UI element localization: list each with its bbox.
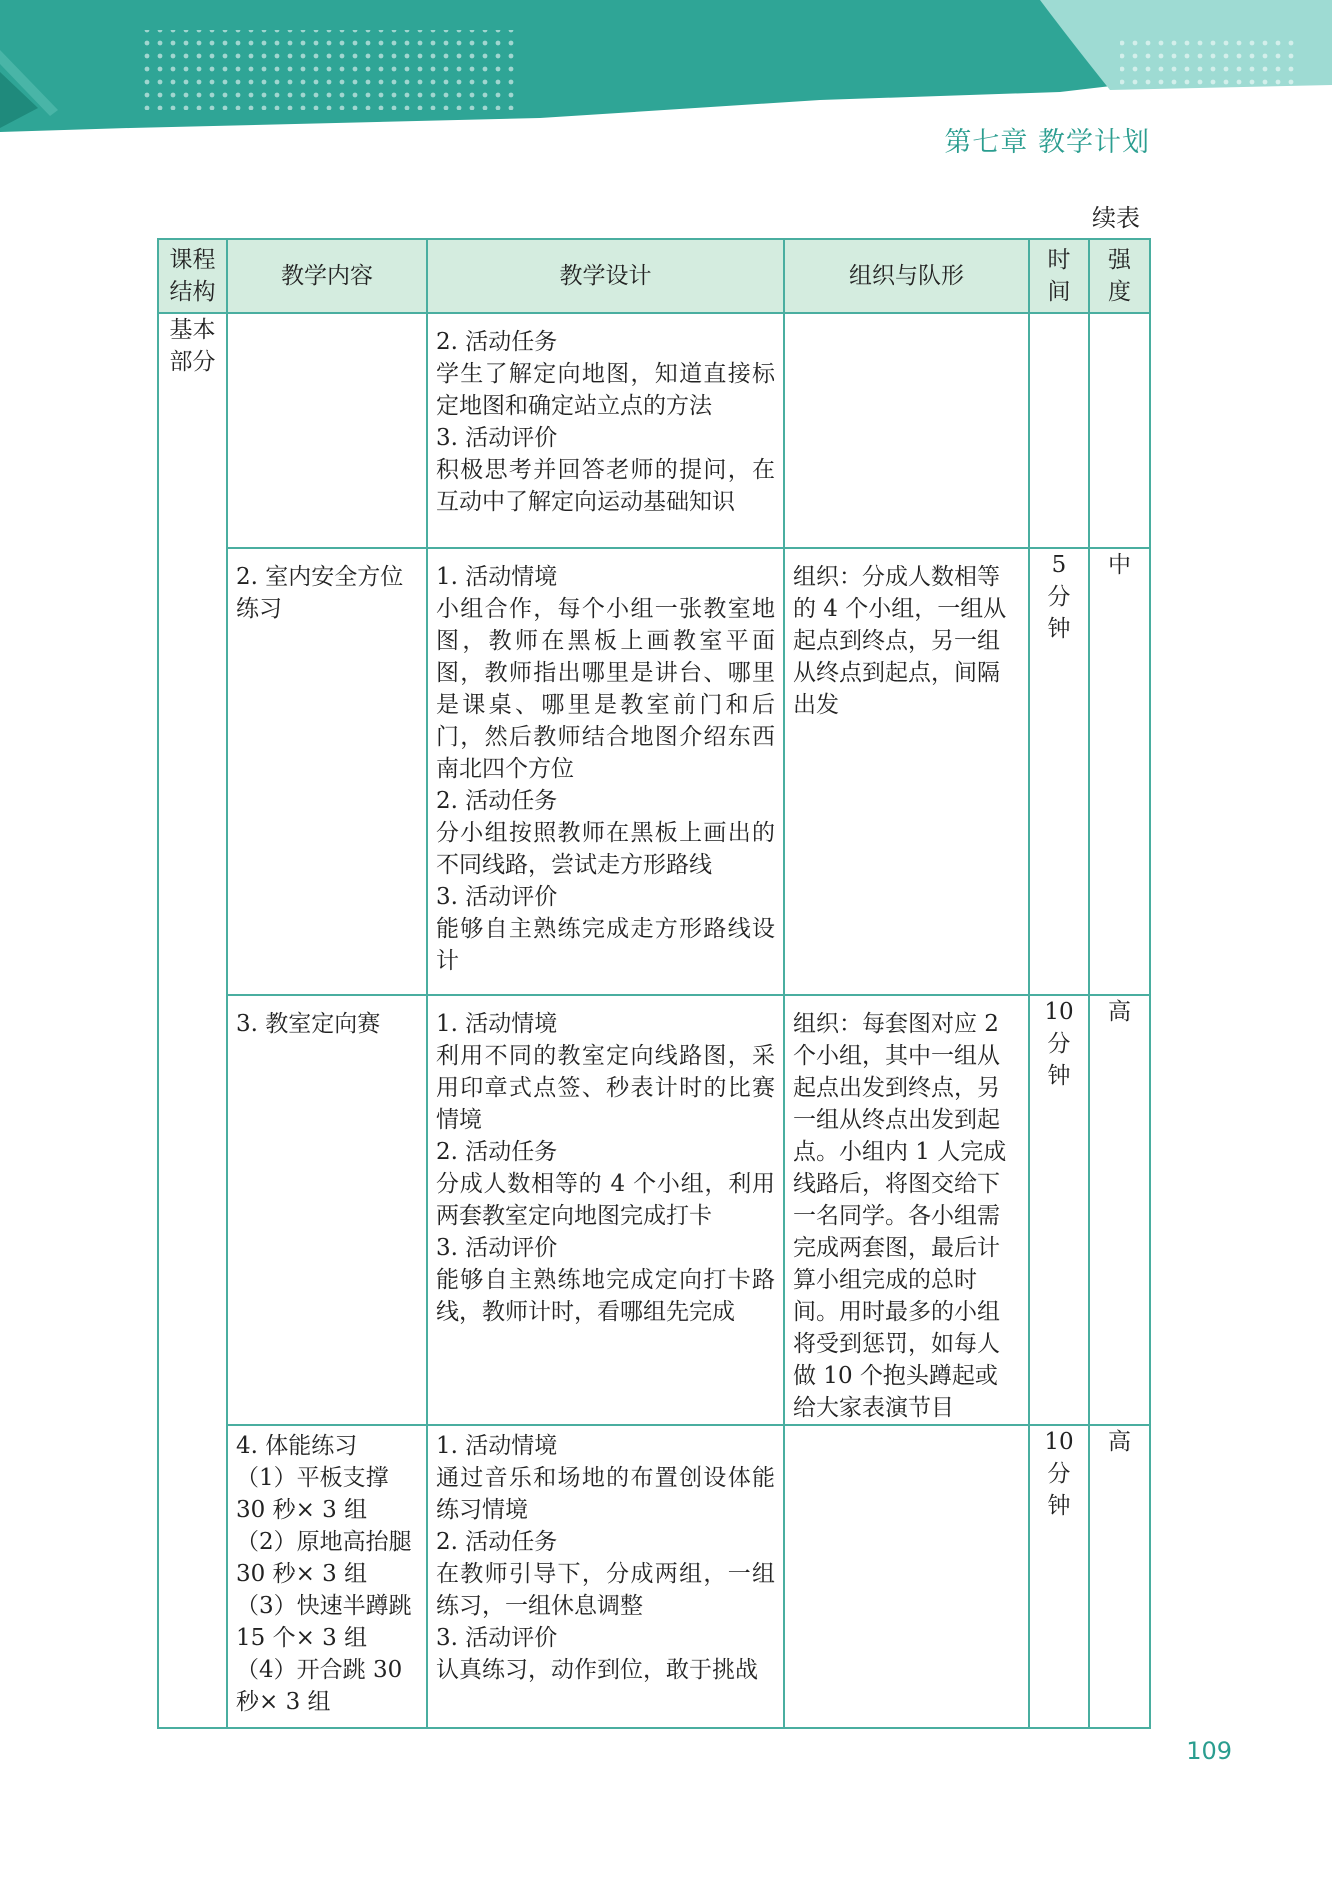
row1-time	[1029, 313, 1089, 548]
row1-intensity	[1089, 313, 1150, 548]
section-basic-part: 基本 部分	[158, 313, 227, 1728]
row3-content: 3. 教室定向赛	[227, 995, 427, 1425]
header-intensity: 强 度	[1089, 239, 1150, 313]
continued-label: 续表	[1092, 204, 1140, 232]
row4-design: 1. 活动情境 通过音乐和场地的布置创设体能练习情境 2. 活动任务 在教师引导下，分成两组，一组练习，一组休息调整 3. 活动评价 认真练习，动作到位，敢于挑战	[427, 1425, 784, 1728]
row3-design: 1. 活动情境 利用不同的教室定向线路图，采用印章式点签、秒表计时的比赛情境 2. 活动任务 分成人数相等的 4 个小组，利用两套教室定向地图完成打卡 3. 活动评价 能够自主熟练地完成定向打卡路线，教师计时，看哪组先完成	[427, 995, 784, 1425]
header-teaching-design: 教学设计	[427, 239, 784, 313]
chapter-header: 第七章 教学计划	[944, 127, 1150, 158]
row2-intensity: 中	[1089, 548, 1150, 995]
row2-organization: 组织：分成人数相等的 4 个小组，一组从起点到终点，另一组从终点到起点，间隔出发	[784, 548, 1029, 995]
row4-intensity: 高	[1089, 1425, 1150, 1728]
row4-organization	[784, 1425, 1029, 1728]
table-row	[158, 548, 1150, 995]
header-organization: 组织与队形	[784, 239, 1029, 313]
row4-time: 10 分 钟	[1029, 1425, 1089, 1728]
row2-design: 1. 活动情境 小组合作，每个小组一张教室地图，教师在黑板上画教室平面图，教师指出哪里是讲台、哪里是课桌、哪里是教室前门和后门，然后教师结合地图介绍东西南北四个方位 2. 活动任务 分小组按照教师在黑板上画出的不同线路，尝试走方形路线 3. 活动评价 能够自主熟练完成走方形路线设计	[427, 548, 784, 995]
row1-design: 2. 活动任务 学生了解定向地图，知道直接标定地图和确定站立点的方法 3. 活动评价 积极思考并回答老师的提问，在互动中了解定向运动基础知识	[427, 313, 784, 548]
teaching-plan-table	[157, 238, 1151, 1729]
header-banner	[0, 0, 1332, 135]
row3-intensity: 高	[1089, 995, 1150, 1425]
row2-content: 2. 室内安全方位练习	[227, 548, 427, 995]
header-course-structure: 课程 结构	[158, 239, 227, 313]
table-row	[158, 313, 1150, 548]
table-header-row	[158, 239, 1150, 313]
row3-time: 10 分 钟	[1029, 995, 1089, 1425]
header-teaching-content: 教学内容	[227, 239, 427, 313]
table-row	[158, 1425, 1150, 1728]
header-time: 时 间	[1029, 239, 1089, 313]
row1-organization	[784, 313, 1029, 548]
row3-organization: 组织：每套图对应 2 个小组，其中一组从起点出发到终点，另一组从终点出发到起点。小组内 1 人完成线路后，将图交给下一名同学。各小组需完成两套图，最后计算小组完成的总时间。用时最多的小组将受到惩罚，如每人做 10 个抱头蹲起或给大家表演节目	[784, 995, 1029, 1425]
table-row	[158, 995, 1150, 1425]
row2-time: 5 分 钟	[1029, 548, 1089, 995]
row1-content	[227, 313, 427, 548]
page-number: 109	[1186, 1737, 1232, 1765]
row4-content: 4. 体能练习 （1）平板支撑 30 秒× 3 组 （2）原地高抬腿 30 秒× 3 组 （3）快速半蹲跳 15 个× 3 组 （4）开合跳 30 秒× 3 组	[227, 1425, 427, 1728]
